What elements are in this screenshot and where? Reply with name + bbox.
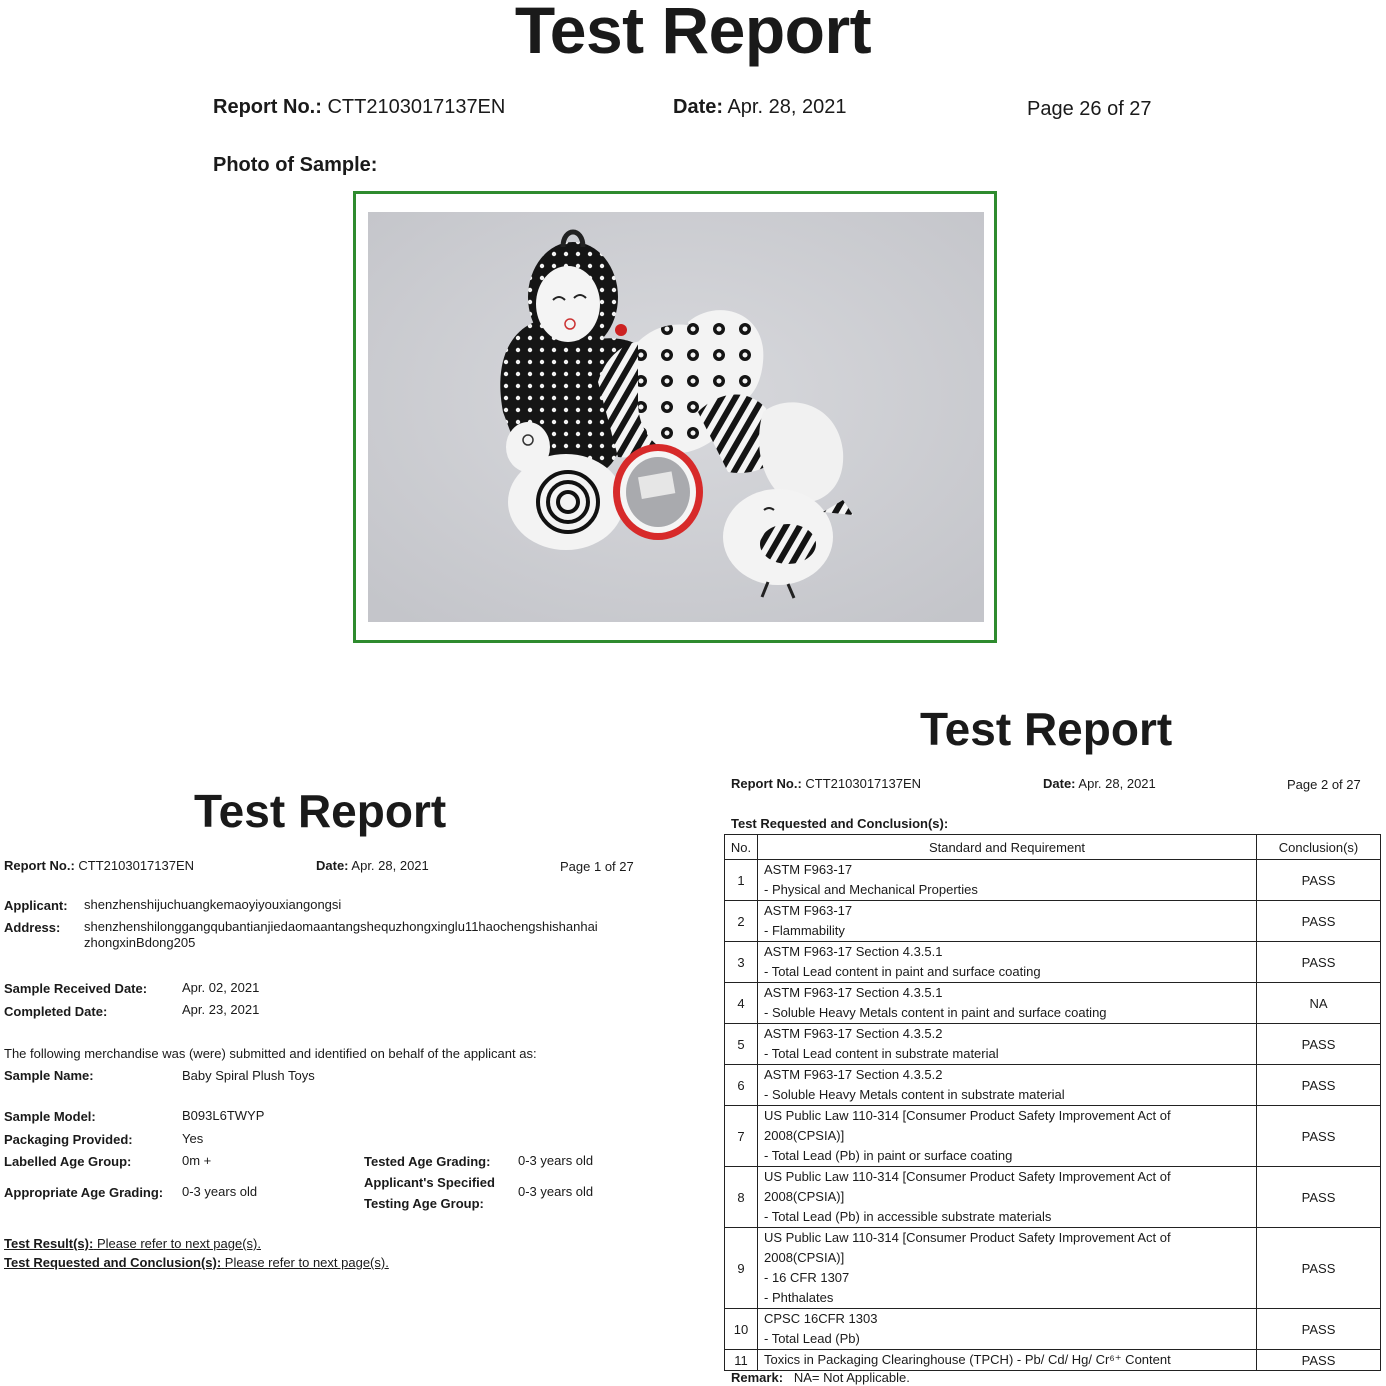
row-standard (758, 1167, 1257, 1228)
address-line1: shenzhenshilonggangqubantianjiedaomaantangshequzhongxinglu11haochengshishanhai (84, 919, 598, 934)
row-number: 6 (725, 1065, 758, 1106)
page26-page-number: Page 26 of 27 (1027, 98, 1152, 120)
standard-line: 2008(CPSIA)] (764, 1189, 845, 1204)
header-standard: Standard and Requirement (758, 835, 1257, 860)
standard-line: - Flammability (764, 923, 845, 938)
conclusions-section-title: Test Requested and Conclusion(s): (731, 816, 949, 831)
standard-line: - 16 CFR 1307 (764, 1270, 850, 1285)
test-result-line (4, 1236, 261, 1251)
date-value: Apr. 28, 2021 (727, 96, 847, 118)
standard-line: - Total Lead content in paint and surface coating (764, 964, 1041, 979)
table-row (725, 1228, 1381, 1309)
testing-age-group-label: Testing Age Group: (364, 1196, 484, 1211)
remark (731, 1370, 910, 1385)
labelled-age-value: 0m + (182, 1153, 212, 1168)
tested-age-value: 0-3 years old (518, 1153, 594, 1168)
test-requested-line (4, 1255, 389, 1270)
applicant-label: Applicant: (4, 898, 68, 913)
standard-line: - Soluble Heavy Metals content in substrate material (764, 1087, 1065, 1102)
standard-line: US Public Law 110-314 [Consumer Product Safety Improvement Act of (764, 1108, 1171, 1123)
labelled-age-label: Labelled Age Group: (4, 1154, 132, 1169)
sample-model-label: Sample Model: (4, 1109, 96, 1124)
received-date-label: Sample Received Date: (4, 981, 148, 996)
row-standard (758, 1106, 1257, 1167)
header-no: No. (725, 835, 758, 860)
row-standard (758, 942, 1257, 983)
standard-line: - Total Lead content in substrate material (764, 1046, 999, 1061)
row-number: 2 (725, 901, 758, 942)
table-row (725, 1350, 1381, 1371)
sample-name-label: Sample Name: (4, 1068, 94, 1083)
table-row (725, 901, 1381, 942)
row-conclusion: NA (1257, 983, 1381, 1024)
row-number: 8 (725, 1167, 758, 1228)
table-row (725, 1024, 1381, 1065)
row-conclusion: PASS (1257, 1065, 1381, 1106)
packaging-label: Packaging Provided: (4, 1132, 133, 1147)
page2-date (1043, 776, 1156, 791)
row-conclusion: PASS (1257, 1167, 1381, 1228)
testing-age-group-value: 0-3 years old (518, 1184, 594, 1199)
report-no-value: CTT2103017137EN (327, 96, 506, 118)
row-standard (758, 860, 1257, 901)
row-standard (758, 901, 1257, 942)
row-standard (758, 1350, 1257, 1371)
remark-value: NA= Not Applicable. (793, 1370, 910, 1385)
received-date-value: Apr. 02, 2021 (182, 980, 260, 995)
page1-page-number: Page 1 of 27 (560, 859, 634, 874)
date-value: Apr. 28, 2021 (351, 858, 429, 873)
remark-label: Remark: (731, 1370, 784, 1385)
test-requested-value: Please refer to next page(s). (224, 1255, 389, 1270)
address-label: Address: (4, 920, 61, 935)
standard-line: ASTM F963-17 Section 4.3.5.2 (764, 1026, 943, 1041)
table-row (725, 942, 1381, 983)
results-table (724, 834, 1381, 1371)
standard-line: - Total Lead (Pb) (764, 1331, 860, 1346)
row-standard (758, 1024, 1257, 1065)
completed-date-value: Apr. 23, 2021 (182, 1002, 260, 1017)
table-row (725, 1309, 1381, 1350)
page26-title: Test Report (514, 0, 872, 67)
tested-age-label: Tested Age Grading: (364, 1154, 491, 1169)
standard-line: - Soluble Heavy Metals content in paint and surface coating (764, 1005, 1107, 1020)
packaging-value: Yes (182, 1131, 204, 1146)
watermark (1000, 140, 1019, 220)
row-conclusion: PASS (1257, 1024, 1381, 1065)
row-conclusion: PASS (1257, 1228, 1381, 1309)
report-no-label: Report No.: (213, 96, 322, 118)
row-standard (758, 1309, 1257, 1350)
address-line2: zhongxinBdong205 (84, 935, 196, 950)
standard-line: ASTM F963-17 Section 4.3.5.1 (764, 985, 943, 1000)
applicant-specified-label: Applicant's Specified (364, 1175, 495, 1190)
row-number: 9 (725, 1228, 758, 1309)
table-row (725, 1167, 1381, 1228)
row-conclusion: PASS (1257, 1309, 1381, 1350)
standard-line: ASTM F963-17 Section 4.3.5.1 (764, 944, 943, 959)
standard-line: ASTM F963-17 (764, 862, 853, 877)
row-number: 10 (725, 1309, 758, 1350)
row-conclusion: PASS (1257, 1350, 1381, 1371)
standard-line: - Phthalates (764, 1290, 834, 1305)
table-row (725, 860, 1381, 901)
page1-title: Test Report (194, 785, 447, 837)
standard-line: CPSC 16CFR 1303 (764, 1311, 878, 1326)
date-label: Date: (673, 96, 724, 118)
date-value: Apr. 28, 2021 (1078, 776, 1156, 791)
date-label: Date: (1043, 776, 1076, 791)
row-standard (758, 1228, 1257, 1309)
table-row (725, 1065, 1381, 1106)
page2-page-number: Page 2 of 27 (1287, 777, 1361, 792)
page2-report-no (731, 776, 921, 791)
appropriate-age-label: Appropriate Age Grading: (4, 1185, 164, 1200)
row-number: 4 (725, 983, 758, 1024)
completed-date-label: Completed Date: (4, 1004, 108, 1019)
table-header-row (725, 835, 1381, 860)
report-no-label: Report No.: (731, 776, 802, 791)
test-result-value: Please refer to next page(s). (96, 1236, 261, 1251)
standard-line: - Total Lead (Pb) in paint or surface coating (764, 1148, 1013, 1163)
photo-of-sample-label: Photo of Sample: (213, 154, 378, 176)
report-no-value: CTT2103017137EN (805, 776, 922, 791)
standard-line: Toxics in Packaging Clearinghouse (TPCH) - Pb/ Cd/ Hg/ Cr⁶⁺ Content (764, 1352, 1171, 1367)
row-number: 3 (725, 942, 758, 983)
applicant-value: shenzhenshijuchuangkemaoyiyouxiangongsi (84, 897, 342, 912)
standard-line: - Total Lead (Pb) in accessible substrate materials (764, 1209, 1052, 1224)
page1-date (316, 858, 429, 873)
sample-photo-frame (353, 191, 997, 643)
sample-photo (368, 212, 984, 622)
row-conclusion: PASS (1257, 1106, 1381, 1167)
sample-name-value: Baby Spiral Plush Toys (182, 1068, 315, 1083)
page26-report-no (213, 96, 505, 119)
row-number: 7 (725, 1106, 758, 1167)
row-number: 5 (725, 1024, 758, 1065)
report-no-label: Report No.: (4, 858, 75, 873)
row-number: 11 (725, 1350, 758, 1371)
page2-title: Test Report (920, 703, 1173, 755)
page1-report-no (4, 858, 194, 873)
date-label: Date: (316, 858, 349, 873)
row-conclusion: PASS (1257, 901, 1381, 942)
standard-line: - Physical and Mechanical Properties (764, 882, 978, 897)
test-result-label: Test Result(s): (4, 1236, 94, 1251)
appropriate-age-value: 0-3 years old (182, 1184, 258, 1199)
header-conclusion: Conclusion(s) (1257, 835, 1381, 860)
standard-line: US Public Law 110-314 [Consumer Product Safety Improvement Act of (764, 1169, 1171, 1184)
table-row (725, 983, 1381, 1024)
standard-line: 2008(CPSIA)] (764, 1250, 845, 1265)
standard-line: US Public Law 110-314 [Consumer Product Safety Improvement Act of (764, 1230, 1171, 1245)
table-row (725, 1106, 1381, 1167)
standard-line: ASTM F963-17 (764, 903, 853, 918)
test-requested-label: Test Requested and Conclusion(s): (4, 1255, 222, 1270)
row-conclusion: PASS (1257, 942, 1381, 983)
standard-line: ASTM F963-17 Section 4.3.5.2 (764, 1067, 943, 1082)
row-conclusion: PASS (1257, 860, 1381, 901)
row-standard (758, 983, 1257, 1024)
page26-date (673, 96, 846, 119)
row-number: 1 (725, 860, 758, 901)
standard-line: 2008(CPSIA)] (764, 1128, 845, 1143)
merchandise-intro: The following merchandise was (were) submitted and identified on behalf of the applicant as: (4, 1046, 537, 1061)
row-standard (758, 1065, 1257, 1106)
report-no-value: CTT2103017137EN (78, 858, 195, 873)
sample-model-value: B093L6TWYP (182, 1108, 265, 1123)
